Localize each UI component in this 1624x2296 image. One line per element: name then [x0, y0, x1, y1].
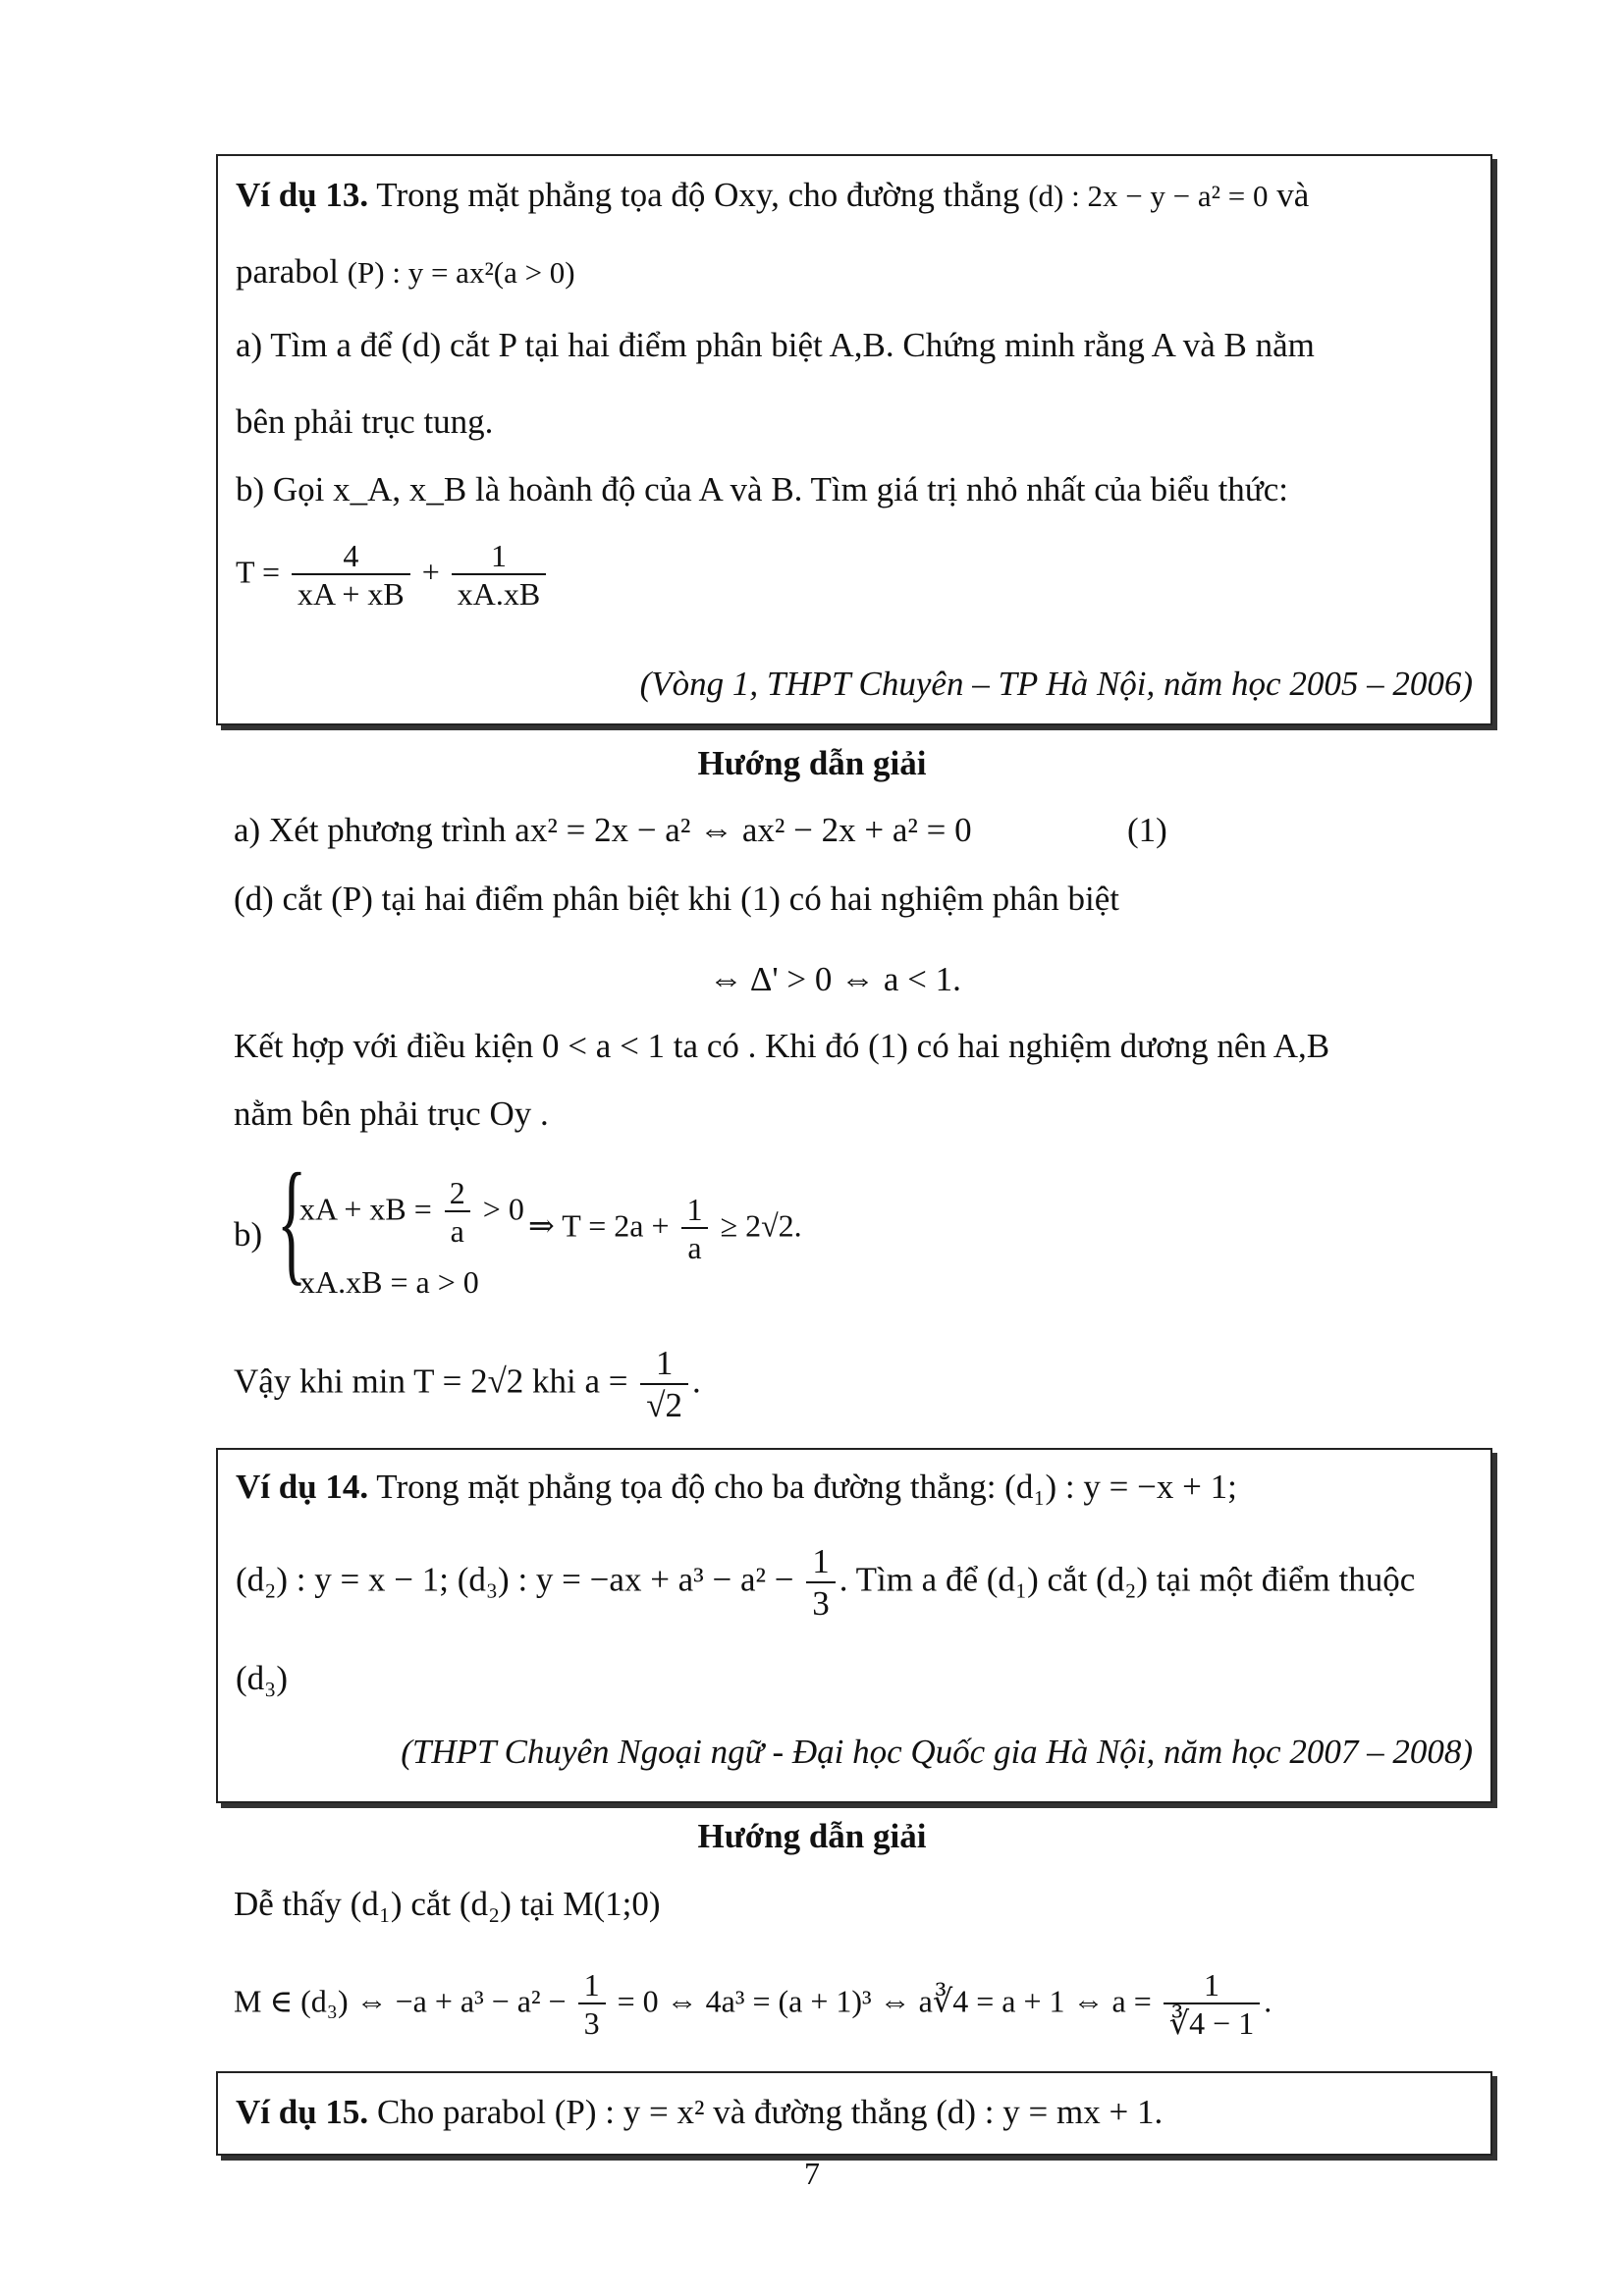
sol14-s1: Dễ thấy (d₁) cắt (d₂) tại M(1;0)	[234, 1885, 661, 1923]
ex13-label: Ví dụ 13.	[236, 176, 369, 214]
solution-13-heading: Hướng dẫn giải	[697, 744, 927, 782]
ex14-line-2: (d₂) : y = x − 1; (d₃) : y = −ax + a³ − a² − $\frac{1}{3}$ . Tìm a để (d₁) cắt (d₂) tại một điểm thuộc	[236, 1542, 1416, 1623]
ex15-line-1: Ví dụ 15. Cho parabol (P) : y = x² và đường thẳng (d) : y = mx + 1.	[236, 2093, 1164, 2131]
sol13-conclusion: Vậy khi min T = 2√2 khi a = $\frac{1}{√2}$ .	[234, 1344, 701, 1424]
fraction: $\frac{1}{xA.xB}$	[452, 539, 546, 612]
sol14-s2: M ∈ (d₃) ⇔ −a + a³ − a² − $\frac{1}{3}$ = 0 ⇔ 4a³ = (a + 1)³ ⇔ a∛4 = a + 1 ⇔ a = $\frac{1}{∛4 - 1}$ .	[234, 1967, 1272, 2042]
ex13-source: (Vòng 1, THPT Chuyên – TP Hà Nội, năm học 2005 – 2006)	[639, 665, 1473, 703]
fraction: $\frac{1}{a}$	[681, 1193, 709, 1265]
fraction: $\frac{4}{xA + xB}$	[292, 539, 410, 612]
sol13-a3: ⇔ Δ' > 0 ⇔ a < 1.	[709, 960, 961, 998]
solution-14-heading: Hướng dẫn giải	[697, 1817, 927, 1855]
sol13-eq-number: (1)	[1127, 811, 1167, 849]
ex14-source: (THPT Chuyên Ngoại ngữ - Đại học Quốc gia Hà Nội, năm học 2007 – 2008)	[401, 1733, 1473, 1771]
example-15-box	[216, 2071, 1492, 2156]
sol13-b-label: b)	[234, 1215, 263, 1254]
sol13-T-result: ⇒ T = 2a + $\frac{1}{a}$ ≥ 2√2.	[528, 1192, 802, 1266]
fraction: $\frac{2}{a}$	[444, 1176, 471, 1249]
fraction: $\frac{1}{3}$	[806, 1543, 836, 1623]
fraction: $\frac{1}{3}$	[578, 1968, 606, 2041]
ex14-line-3: (d₃)	[236, 1659, 289, 1697]
ex13-line-1: Ví dụ 13. Trong mặt phẳng tọa độ Oxy, cho đường thẳng (d) : 2x − y − a² = 0 và	[236, 176, 1310, 214]
sol13-system-eq2: xA.xB = a > 0	[299, 1264, 479, 1300]
page-number: 7	[804, 2156, 820, 2191]
sol13-a5: nằm bên phải trục Oy .	[234, 1095, 549, 1133]
ex14-label: Ví dụ 14.	[236, 1468, 369, 1506]
fraction: $\frac{1}{√2}$	[640, 1345, 688, 1424]
example-13-box	[216, 154, 1492, 725]
sol13-a4: Kết hợp với điều kiện 0 < a < 1 ta có . Khi đó (1) có hai nghiệm dương nên A,B	[234, 1027, 1330, 1065]
ex13-line-5: b) Gọi x_A, x_B là hoành độ của A và B. Tìm giá trị nhỏ nhất của biểu thức:	[236, 470, 1289, 508]
example-14-box	[216, 1448, 1492, 1803]
ex15-label: Ví dụ 15.	[236, 2093, 369, 2131]
ex13-line-2: parabol (P) : y = ax²(a > 0)	[236, 252, 575, 291]
ex13-line-3: a) Tìm a để (d) cắt P tại hai điểm phân biệt A,B. Chứng minh rằng A và B nằm	[236, 326, 1315, 364]
ex13-line-4: bên phải trục tung.	[236, 402, 494, 441]
sol13-a1: a) Xét phương trình ax² = 2x − a² ⇔ ax² − 2x + a² = 0	[234, 811, 972, 849]
fraction: $\frac{1}{∛4 - 1}$	[1164, 1968, 1260, 2041]
ex14-line-1: Ví dụ 14. Trong mặt phẳng tọa độ cho ba đường thẳng: (d₁) : y = −x + 1;	[236, 1468, 1237, 1506]
sol13-a2: (d) cắt (P) tại hai điểm phân biệt khi (1) có hai nghiệm phân biệt	[234, 880, 1119, 918]
ex13-T-expression: T = $\frac{4}{xA + xB}$ + $\frac{1}{xA.xB}$	[236, 539, 550, 612]
sol13-system-eq1: xA + xB = $\frac{2}{a}$ > 0	[299, 1175, 524, 1250]
system-brace: {	[277, 1146, 307, 1298]
